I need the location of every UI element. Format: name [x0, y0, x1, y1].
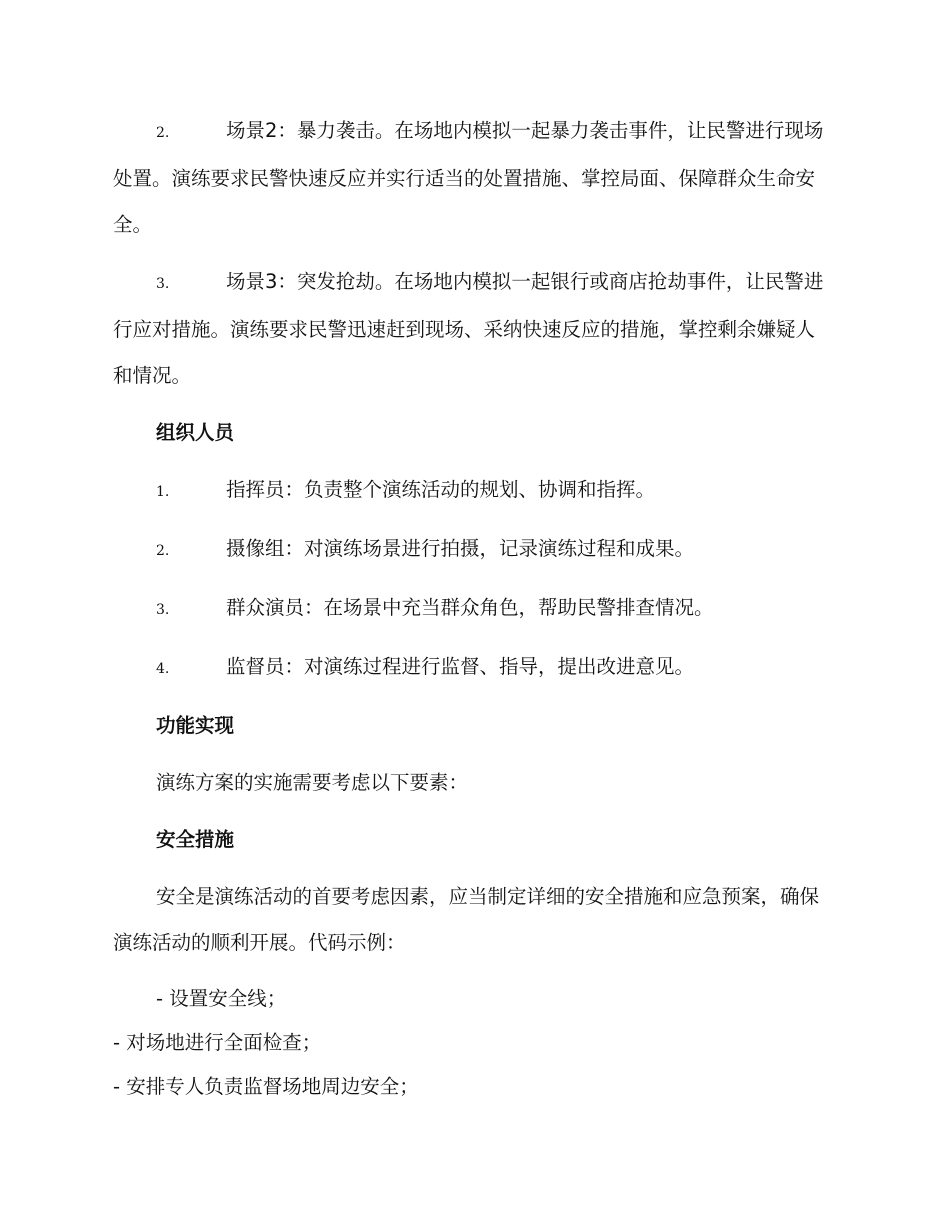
scenario-item [113, 108, 833, 248]
implementation-intro: 演练方案的实施需要考虑以下要素： [156, 771, 469, 794]
section-heading-safety: 安全措施 [156, 828, 235, 851]
code-line: - 对场地进行全面检查； [113, 1031, 322, 1054]
section-heading-organization: 组织人员 [156, 421, 235, 444]
code-line: - 安排专人负责监督场地周边安全； [113, 1075, 419, 1098]
list-item-text: 群众演员：在场景中充当群众角色，帮助民警排查情况。 [226, 596, 714, 619]
list-item [113, 585, 833, 633]
scenario-text: 场景2：暴力袭击。在场地内模拟一起暴力袭击事件，让民警进行现场处置。演练要求民警快速反应并实行适当的处置措施、掌控局面、保障群众生命安全。 [113, 119, 824, 236]
list-item-text: 摄像组：对演练场景进行拍摄，记录演练过程和成果。 [226, 537, 695, 560]
section-heading-implementation: 功能实现 [156, 714, 235, 737]
safety-paragraph: 安全是演练活动的首要考虑因素，应当制定详细的安全措施和应急预案，确保演练活动的顺利开展。代码示例： [113, 885, 820, 954]
list-item-text: 监督员：对演练过程进行监督、指导，提出改进意见。 [226, 655, 695, 678]
list-number: 2. [156, 543, 170, 559]
list-item [113, 526, 833, 574]
list-number: 3. [156, 276, 170, 292]
document-page [113, 108, 833, 1109]
list-item [113, 467, 833, 515]
list-number: 4. [156, 661, 170, 677]
list-number: 1. [156, 484, 170, 500]
list-number: 3. [156, 602, 170, 618]
scenario-item [113, 259, 833, 399]
code-line: - 设置安全线； [156, 987, 287, 1010]
list-number: 2. [156, 125, 170, 141]
scenario-text: 场景3：突发抢劫。在场地内模拟一起银行或商店抢劫事件，让民警进行应对措施。演练要求民警迅速赶到现场、采纳快速反应的措施，掌控剩余嫌疑人和情况。 [113, 270, 824, 387]
list-item-text: 指挥员：负责整个演练活动的规划、协调和指挥。 [226, 478, 656, 501]
list-item [113, 644, 833, 692]
